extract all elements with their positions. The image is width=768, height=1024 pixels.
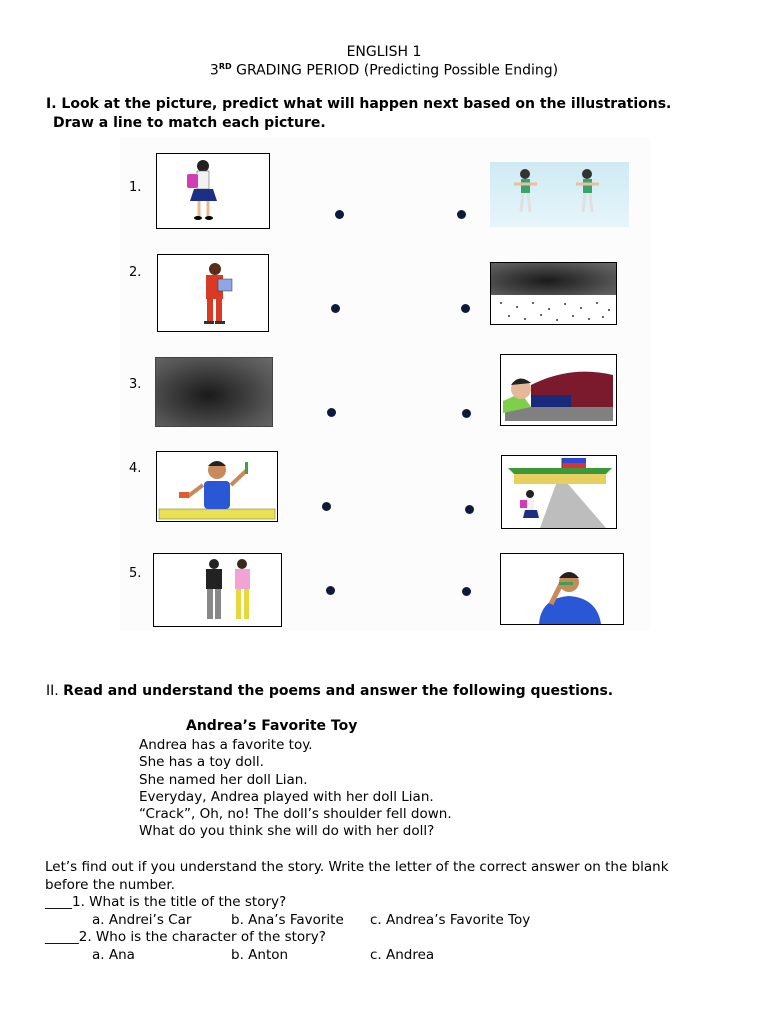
question-1-choice-c: c. Andrea’s Favorite Toy — [370, 912, 531, 928]
item-number-5: 5. — [129, 566, 142, 581]
question-1-choice-b: b. Ana’s Favorite — [231, 912, 344, 928]
right-picture-man-brushing-teeth — [500, 553, 624, 625]
question-2-stem: _____2. Who is the character of the story? — [45, 929, 326, 945]
item-number-2: 2. — [129, 265, 142, 280]
period-ordinal: RD — [218, 62, 232, 71]
questions-directions: Let’s find out if you understand the story. Write the letter of the correct answer on the blank — [45, 859, 669, 875]
question-2-choice-a: a. Ana — [92, 947, 135, 963]
match-dot-left-1[interactable] — [335, 210, 344, 219]
poem-body — [139, 737, 452, 841]
match-dot-left-4[interactable] — [322, 502, 331, 511]
item-number-1: 1. — [129, 180, 142, 195]
right-picture-girl-going-to-school — [501, 455, 617, 529]
two-people-standing-illustration — [154, 554, 281, 626]
left-picture-boy-holding-book — [157, 254, 269, 332]
match-dot-left-3[interactable] — [327, 408, 336, 417]
poem-line: She named her doll Lian. — [139, 771, 308, 788]
question-1-choice-a: a. Andrei’s Car — [92, 912, 192, 928]
man-with-toothbrush-illustration — [157, 452, 277, 521]
match-dot-left-2[interactable] — [331, 304, 340, 313]
part2-roman-numeral: II. — [46, 683, 59, 699]
man-brushing-teeth-illustration — [501, 554, 623, 624]
match-dot-left-5[interactable] — [326, 586, 335, 595]
left-picture-dark-cloudy-sky — [155, 357, 273, 427]
match-dot-right-4[interactable] — [465, 505, 474, 514]
worksheet-period — [0, 62, 768, 79]
questions-directions-2: before the number. — [45, 877, 175, 893]
match-dot-right-3[interactable] — [462, 409, 471, 418]
question-2-choice-c: c. Andrea — [370, 947, 435, 963]
left-picture-two-people-standing — [153, 553, 282, 627]
left-picture-man-with-toothbrush — [156, 451, 278, 522]
part1-instruction: I. Look at the picture, predict what will happen next based on the illustrations. — [46, 96, 672, 112]
right-picture-person-sleeping — [500, 354, 617, 426]
poem-line: “Crack”, Oh, no! The doll’s shoulder fell down. — [139, 806, 452, 823]
poem-line: She has a toy doll. — [139, 754, 264, 771]
people-swimming-illustration — [490, 162, 629, 227]
question-1-stem: ____1. What is the title of the story? — [45, 894, 287, 910]
item-number-4: 4. — [129, 461, 142, 476]
poem-line: What do you think she will do with her doll? — [139, 823, 435, 840]
person-sleeping-illustration — [501, 355, 616, 425]
match-dot-right-2[interactable] — [461, 304, 470, 313]
poem-title: Andrea’s Favorite Toy — [186, 718, 358, 734]
poem-line: Everyday, Andrea played with her doll Lian. — [139, 788, 434, 805]
worksheet-subject: ENGLISH 1 — [346, 44, 422, 60]
right-picture-people-swimming — [490, 162, 629, 227]
part2-instruction — [46, 683, 613, 699]
period-title: GRADING PERIOD (Predicting Possible Ending) — [231, 62, 559, 79]
right-picture-rain-falling — [490, 262, 617, 325]
left-picture-girl-with-backpack — [156, 153, 270, 229]
period-number: 3 — [209, 62, 219, 79]
girl-with-backpack-illustration — [157, 154, 269, 228]
match-dot-right-5[interactable] — [462, 587, 471, 596]
poem-line: Andrea has a favorite toy. — [139, 737, 313, 753]
question-2-choice-b: b. Anton — [231, 947, 289, 963]
boy-holding-book-illustration — [158, 255, 268, 331]
part1-instruction-2: Draw a line to match each picture. — [53, 115, 326, 131]
item-number-3: 3. — [129, 377, 142, 392]
girl-going-to-school-illustration — [502, 456, 616, 528]
part2-instruction-text: Read and understand the poems and answer the following questions. — [63, 683, 614, 699]
raindrops-illustration — [491, 263, 616, 324]
match-dot-right-1[interactable] — [457, 210, 466, 219]
